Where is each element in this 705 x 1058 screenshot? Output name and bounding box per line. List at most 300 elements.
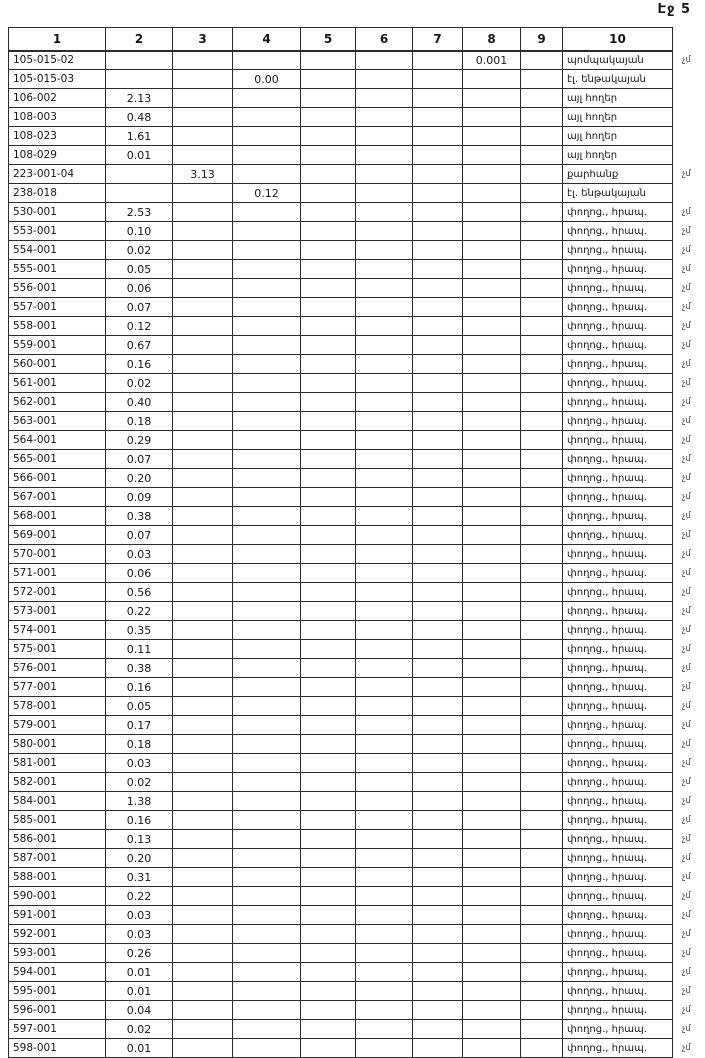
cell-col-7 xyxy=(413,450,463,469)
margin-note xyxy=(673,89,703,108)
cell-col-4 xyxy=(233,450,301,469)
cell-parcel-code: 565-001 xyxy=(9,450,106,469)
cell-parcel-code: 573-001 xyxy=(9,602,106,621)
cell-col-6 xyxy=(356,887,413,906)
cell-col-7 xyxy=(413,982,463,1001)
table-row xyxy=(9,583,703,602)
cell-col-3 xyxy=(173,298,233,317)
cell-land-use: փողոց., հրապ. xyxy=(563,450,673,469)
cell-col-5 xyxy=(301,374,356,393)
cell-parcel-code: 554-001 xyxy=(9,241,106,260)
cell-land-use: փողոց., հրապ. xyxy=(563,982,673,1001)
cell-col-6 xyxy=(356,678,413,697)
cell-parcel-code: 577-001 xyxy=(9,678,106,697)
cell-col-3 xyxy=(173,1039,233,1058)
cell-col-3 xyxy=(173,108,233,127)
cell-col-7 xyxy=(413,108,463,127)
cell-col-4 xyxy=(233,602,301,621)
table-row xyxy=(9,526,703,545)
cell-col-8 xyxy=(463,488,521,507)
column-header-4: 4 xyxy=(233,28,301,51)
cell-col-2: 0.03 xyxy=(106,754,173,773)
margin-note: չմ xyxy=(682,966,691,977)
cell-col-2: 0.07 xyxy=(106,526,173,545)
table-header xyxy=(9,28,703,51)
cell-col-6 xyxy=(356,830,413,849)
cell-col-3 xyxy=(173,393,233,412)
cell-col-4 xyxy=(233,735,301,754)
cell-land-use: փողոց., հրապ. xyxy=(563,640,673,659)
cell-col-3 xyxy=(173,735,233,754)
margin-note: չմ xyxy=(682,225,691,236)
cell-col-2: 0.31 xyxy=(106,868,173,887)
cell-col-6 xyxy=(356,450,413,469)
table-row xyxy=(9,735,703,754)
cell-col-8 xyxy=(463,222,521,241)
cell-col-5 xyxy=(301,222,356,241)
cell-col-5 xyxy=(301,108,356,127)
cell-col-4 xyxy=(233,222,301,241)
cell-land-use: փողոց., հրապ. xyxy=(563,868,673,887)
cell-col-2: 0.48 xyxy=(106,108,173,127)
cell-col-6 xyxy=(356,374,413,393)
cell-parcel-code: 595-001 xyxy=(9,982,106,1001)
cell-col-4 xyxy=(233,944,301,963)
cell-col-7 xyxy=(413,298,463,317)
cell-col-2: 0.67 xyxy=(106,336,173,355)
cell-col-3 xyxy=(173,279,233,298)
cell-col-2: 0.04 xyxy=(106,1001,173,1020)
table-row xyxy=(9,393,703,412)
cell-col-5 xyxy=(301,146,356,165)
cell-col-2: 0.16 xyxy=(106,678,173,697)
cell-col-6 xyxy=(356,621,413,640)
cell-col-3 xyxy=(173,317,233,336)
cell-parcel-code: 580-001 xyxy=(9,735,106,754)
cell-parcel-code: 530-001 xyxy=(9,203,106,222)
cell-land-use: փողոց., հրապ. xyxy=(563,374,673,393)
cell-col-4 xyxy=(233,336,301,355)
cell-parcel-code: 563-001 xyxy=(9,412,106,431)
cell-col-4 xyxy=(233,811,301,830)
cell-col-6 xyxy=(356,507,413,526)
cell-parcel-code: 592-001 xyxy=(9,925,106,944)
cell-col-6 xyxy=(356,545,413,564)
margin-note: չմ xyxy=(682,377,691,388)
cell-land-use: փողոց., հրապ. xyxy=(563,412,673,431)
column-header-5: 5 xyxy=(301,28,356,51)
cell-col-8 xyxy=(463,412,521,431)
cell-col-3 xyxy=(173,1001,233,1020)
cell-col-9 xyxy=(521,849,563,868)
cell-parcel-code: 576-001 xyxy=(9,659,106,678)
cell-col-4 xyxy=(233,431,301,450)
cell-col-9 xyxy=(521,906,563,925)
cell-col-2: 0.02 xyxy=(106,1020,173,1039)
cell-col-6 xyxy=(356,792,413,811)
cell-land-use: պոմպակայան xyxy=(563,51,673,70)
cell-land-use: փողոց., հրապ. xyxy=(563,1001,673,1020)
cell-col-8 xyxy=(463,678,521,697)
table-row xyxy=(9,963,703,982)
cell-col-2: 0.01 xyxy=(106,1039,173,1058)
cell-col-6 xyxy=(356,925,413,944)
cell-col-4 xyxy=(233,849,301,868)
cell-land-use: փողոց., հրապ. xyxy=(563,431,673,450)
cell-col-7 xyxy=(413,716,463,735)
cell-parcel-code: 596-001 xyxy=(9,1001,106,1020)
cell-col-2: 0.07 xyxy=(106,298,173,317)
table-row xyxy=(9,507,703,526)
cell-col-7 xyxy=(413,545,463,564)
cell-col-5 xyxy=(301,431,356,450)
cell-col-6 xyxy=(356,393,413,412)
cell-col-8 xyxy=(463,70,521,89)
margin-note: չմ xyxy=(682,1023,691,1034)
cell-col-7 xyxy=(413,431,463,450)
cell-col-8 xyxy=(463,830,521,849)
table-row xyxy=(9,70,703,89)
cell-col-5 xyxy=(301,469,356,488)
cell-col-5 xyxy=(301,450,356,469)
cell-col-6 xyxy=(356,735,413,754)
margin-note: չմ xyxy=(682,833,691,844)
cell-col-5 xyxy=(301,887,356,906)
table-row xyxy=(9,488,703,507)
cell-col-3 xyxy=(173,754,233,773)
cell-col-2: 0.22 xyxy=(106,602,173,621)
cell-col-9 xyxy=(521,811,563,830)
cell-col-6 xyxy=(356,89,413,108)
cell-parcel-code: 586-001 xyxy=(9,830,106,849)
cell-land-use: փողոց., հրապ. xyxy=(563,792,673,811)
margin-note: չմ xyxy=(682,643,691,654)
cell-col-5 xyxy=(301,507,356,526)
cell-col-8 xyxy=(463,393,521,412)
cell-col-5 xyxy=(301,754,356,773)
cell-col-8 xyxy=(463,526,521,545)
cell-col-8 xyxy=(463,944,521,963)
cell-col-2: 0.29 xyxy=(106,431,173,450)
cell-col-3 xyxy=(173,906,233,925)
cell-col-9 xyxy=(521,450,563,469)
cell-col-6 xyxy=(356,564,413,583)
cell-parcel-code: 585-001 xyxy=(9,811,106,830)
cell-col-9 xyxy=(521,51,563,70)
cell-col-8 xyxy=(463,146,521,165)
cell-land-use: փողոց., հրապ. xyxy=(563,754,673,773)
cell-col-9 xyxy=(521,469,563,488)
margin-note: չմ xyxy=(682,567,691,578)
cell-parcel-code: 572-001 xyxy=(9,583,106,602)
cell-col-9 xyxy=(521,108,563,127)
cell-parcel-code: 105-015-03 xyxy=(9,70,106,89)
column-header-9: 9 xyxy=(521,28,563,51)
cell-land-use: այլ հողեր xyxy=(563,89,673,108)
cell-parcel-code: 584-001 xyxy=(9,792,106,811)
cell-land-use: փողոց., հրապ. xyxy=(563,393,673,412)
cell-land-use: փողոց., հրապ. xyxy=(563,925,673,944)
cell-col-6 xyxy=(356,146,413,165)
cell-col-7 xyxy=(413,773,463,792)
cell-col-2: 0.01 xyxy=(106,146,173,165)
cell-col-3 xyxy=(173,545,233,564)
cell-col-2: 0.02 xyxy=(106,241,173,260)
cell-col-7 xyxy=(413,469,463,488)
cell-col-3 xyxy=(173,868,233,887)
cell-col-6 xyxy=(356,944,413,963)
cell-col-2: 0.05 xyxy=(106,697,173,716)
cell-col-9 xyxy=(521,279,563,298)
cell-land-use: փողոց., հրապ. xyxy=(563,279,673,298)
cell-col-9 xyxy=(521,925,563,944)
cell-col-2: 0.35 xyxy=(106,621,173,640)
cell-col-3 xyxy=(173,830,233,849)
table-row xyxy=(9,184,703,203)
cell-col-5 xyxy=(301,944,356,963)
cell-land-use: փողոց., հրապ. xyxy=(563,241,673,260)
table-row xyxy=(9,754,703,773)
cell-col-5 xyxy=(301,184,356,203)
cell-col-2 xyxy=(106,70,173,89)
cell-col-4 xyxy=(233,355,301,374)
cell-col-9 xyxy=(521,830,563,849)
column-header-6: 6 xyxy=(356,28,413,51)
margin-note: չմ xyxy=(682,928,691,939)
table-row xyxy=(9,925,703,944)
cell-col-4 xyxy=(233,89,301,108)
cell-land-use: փողոց., հրապ. xyxy=(563,849,673,868)
cell-col-2: 0.38 xyxy=(106,507,173,526)
cell-col-3 xyxy=(173,716,233,735)
column-header-10: 10 xyxy=(563,28,673,51)
table-row xyxy=(9,697,703,716)
cell-land-use: փողոց., հրապ. xyxy=(563,830,673,849)
cell-land-use: փողոց., հրապ. xyxy=(563,944,673,963)
cell-land-use: փողոց., հրապ. xyxy=(563,222,673,241)
margin-note: չմ xyxy=(682,871,691,882)
table-row xyxy=(9,241,703,260)
cell-col-5 xyxy=(301,1039,356,1058)
cell-col-7 xyxy=(413,279,463,298)
cell-col-5 xyxy=(301,526,356,545)
cell-col-5 xyxy=(301,697,356,716)
cell-col-4 xyxy=(233,963,301,982)
cell-col-7 xyxy=(413,583,463,602)
cell-col-2: 2.53 xyxy=(106,203,173,222)
cell-col-9 xyxy=(521,431,563,450)
cell-col-8 xyxy=(463,887,521,906)
cell-col-3 xyxy=(173,203,233,222)
cell-land-use: էլ. ենթակայան xyxy=(563,70,673,89)
cell-col-7 xyxy=(413,887,463,906)
cell-col-4 xyxy=(233,374,301,393)
cell-col-4 xyxy=(233,773,301,792)
cell-col-6 xyxy=(356,602,413,621)
table-row xyxy=(9,906,703,925)
cell-parcel-code: 558-001 xyxy=(9,317,106,336)
table-row xyxy=(9,355,703,374)
table-row xyxy=(9,982,703,1001)
margin-note: չմ xyxy=(682,510,691,521)
cell-col-7 xyxy=(413,735,463,754)
cell-col-6 xyxy=(356,849,413,868)
cell-col-8 xyxy=(463,127,521,146)
cell-col-2: 0.11 xyxy=(106,640,173,659)
cell-col-9 xyxy=(521,545,563,564)
table-row xyxy=(9,412,703,431)
cell-col-4: 0.00 xyxy=(233,70,301,89)
cell-land-use: փողոց., հրապ. xyxy=(563,659,673,678)
cell-col-6 xyxy=(356,70,413,89)
cell-col-3 xyxy=(173,89,233,108)
margin-note: չմ xyxy=(682,548,691,559)
cell-col-8 xyxy=(463,811,521,830)
margin-note: չմ xyxy=(682,339,691,350)
cell-col-4 xyxy=(233,1039,301,1058)
table-row xyxy=(9,336,703,355)
cell-col-2: 0.22 xyxy=(106,887,173,906)
cell-col-6 xyxy=(356,412,413,431)
cell-col-7 xyxy=(413,317,463,336)
table-row xyxy=(9,868,703,887)
cell-col-6 xyxy=(356,241,413,260)
margin-note: չմ xyxy=(682,168,691,179)
cell-col-7 xyxy=(413,488,463,507)
cell-col-7 xyxy=(413,811,463,830)
cell-col-7 xyxy=(413,697,463,716)
cell-col-8 xyxy=(463,754,521,773)
cell-col-6 xyxy=(356,811,413,830)
cell-parcel-code: 591-001 xyxy=(9,906,106,925)
cell-land-use: փողոց., հրապ. xyxy=(563,602,673,621)
cell-col-8 xyxy=(463,184,521,203)
table-row xyxy=(9,640,703,659)
cell-col-7 xyxy=(413,507,463,526)
cell-col-5 xyxy=(301,279,356,298)
cell-col-6 xyxy=(356,963,413,982)
cell-col-9 xyxy=(521,716,563,735)
cell-col-5 xyxy=(301,51,356,70)
cell-col-5 xyxy=(301,127,356,146)
cell-col-9 xyxy=(521,298,563,317)
cell-land-use: փողոց., հրապ. xyxy=(563,507,673,526)
cell-col-2: 0.03 xyxy=(106,925,173,944)
cell-col-9 xyxy=(521,260,563,279)
cell-parcel-code: 567-001 xyxy=(9,488,106,507)
cell-col-9 xyxy=(521,963,563,982)
cell-col-6 xyxy=(356,1020,413,1039)
cell-parcel-code: 561-001 xyxy=(9,374,106,393)
margin-note: չմ xyxy=(682,738,691,749)
cell-col-2: 0.09 xyxy=(106,488,173,507)
cell-col-8 xyxy=(463,602,521,621)
cell-col-7 xyxy=(413,944,463,963)
cell-parcel-code: 108-003 xyxy=(9,108,106,127)
cell-land-use: փողոց., հրապ. xyxy=(563,697,673,716)
cell-col-6 xyxy=(356,51,413,70)
cell-col-9 xyxy=(521,241,563,260)
cell-col-3 xyxy=(173,659,233,678)
cell-col-4 xyxy=(233,659,301,678)
margin-note: չմ xyxy=(682,472,691,483)
margin-note xyxy=(673,127,703,146)
cell-col-8: 0.001 xyxy=(463,51,521,70)
margin-note xyxy=(673,108,703,127)
margin-note: չմ xyxy=(682,415,691,426)
cell-col-5 xyxy=(301,735,356,754)
cell-col-8 xyxy=(463,298,521,317)
cell-col-6 xyxy=(356,127,413,146)
cell-land-use: այլ հողեր xyxy=(563,108,673,127)
cell-col-9 xyxy=(521,127,563,146)
table-row xyxy=(9,1001,703,1020)
cell-col-9 xyxy=(521,697,563,716)
cell-col-5 xyxy=(301,659,356,678)
cell-land-use: փողոց., հրապ. xyxy=(563,716,673,735)
cell-col-4 xyxy=(233,678,301,697)
cell-col-3 xyxy=(173,146,233,165)
cell-col-3 xyxy=(173,127,233,146)
cell-col-4 xyxy=(233,754,301,773)
cell-col-9 xyxy=(521,773,563,792)
cell-col-7 xyxy=(413,89,463,108)
margin-note: չմ xyxy=(682,890,691,901)
cell-col-2: 0.10 xyxy=(106,222,173,241)
margin-note: չմ xyxy=(682,54,691,65)
cell-col-5 xyxy=(301,602,356,621)
margin-note: չմ xyxy=(682,453,691,464)
cell-col-7 xyxy=(413,184,463,203)
cell-col-6 xyxy=(356,184,413,203)
cell-col-9 xyxy=(521,1039,563,1058)
cell-col-9 xyxy=(521,1001,563,1020)
table-row xyxy=(9,811,703,830)
cell-col-8 xyxy=(463,963,521,982)
cell-col-3 xyxy=(173,469,233,488)
column-header-1: 1 xyxy=(9,28,106,51)
cell-col-4 xyxy=(233,1020,301,1039)
cell-col-7 xyxy=(413,70,463,89)
cell-col-8 xyxy=(463,564,521,583)
cell-land-use: փողոց., հրապ. xyxy=(563,887,673,906)
cell-col-8 xyxy=(463,925,521,944)
cell-land-use: փողոց., հրապ. xyxy=(563,336,673,355)
table-row xyxy=(9,260,703,279)
cell-col-5 xyxy=(301,583,356,602)
cell-col-5 xyxy=(301,260,356,279)
cell-col-3 xyxy=(173,507,233,526)
margin-note: չմ xyxy=(682,719,691,730)
land-parcel-table xyxy=(8,27,703,1058)
cell-col-5 xyxy=(301,298,356,317)
cell-col-7 xyxy=(413,659,463,678)
cell-col-5 xyxy=(301,963,356,982)
cell-col-2: 0.03 xyxy=(106,545,173,564)
cell-col-8 xyxy=(463,108,521,127)
cell-col-6 xyxy=(356,659,413,678)
column-header-8: 8 xyxy=(463,28,521,51)
cell-land-use: փողոց., հրապ. xyxy=(563,298,673,317)
cell-col-3 xyxy=(173,222,233,241)
cell-col-3 xyxy=(173,374,233,393)
cell-col-7 xyxy=(413,621,463,640)
margin-note: չմ xyxy=(682,434,691,445)
cell-col-4 xyxy=(233,526,301,545)
cell-col-7 xyxy=(413,374,463,393)
cell-col-2: 0.26 xyxy=(106,944,173,963)
cell-col-8 xyxy=(463,659,521,678)
